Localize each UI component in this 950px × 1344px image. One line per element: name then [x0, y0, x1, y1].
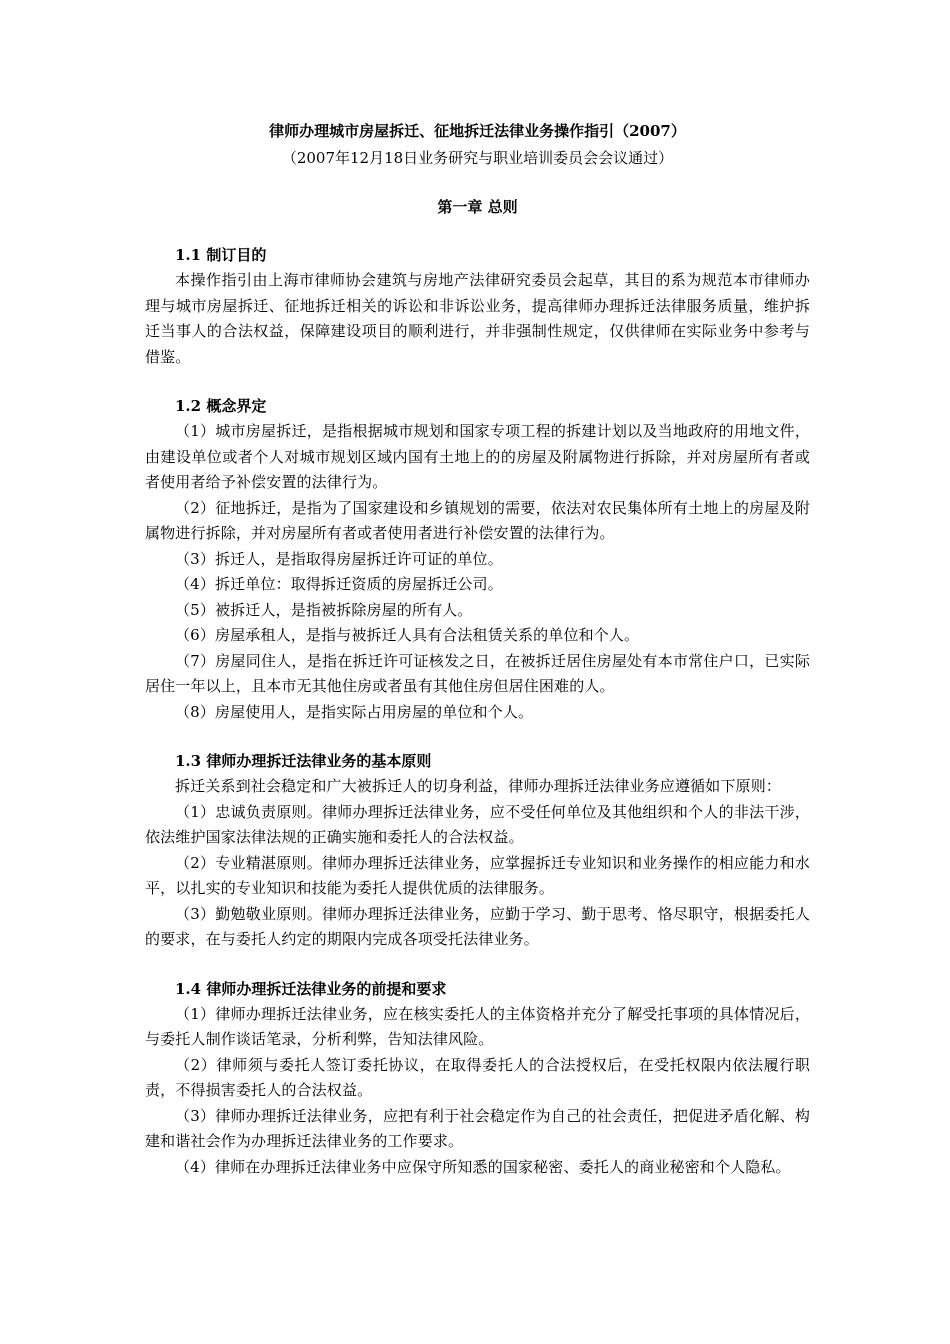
document-subtitle: （2007年12月18日业务研究与职业培训委员会会议通过）: [281, 149, 674, 167]
paragraph: （3）律师办理拆迁法律业务，应把有利于社会稳定作为自己的社会责任，把促进矛盾化解、构建和谐社会作为办理拆迁法律业务的工作要求。: [145, 1106, 810, 1150]
paragraph: （3）拆迁人，是指取得房屋拆迁许可证的单位。: [175, 549, 503, 568]
paragraph: （4）律师在办理拆迁法律业务中应保守所知悉的国家秘密、委托人的商业秘密和个人隐私。: [175, 1157, 791, 1176]
paragraph: （4）拆迁单位：取得拆迁资质的房屋拆迁公司。: [175, 575, 503, 593]
section-principles: [145, 749, 810, 953]
section-requirements: [145, 977, 810, 1181]
paragraph: （1）城市房屋拆迁，是指根据城市规划和国家专项工程的拆建计划以及当地政府的用地文件，由建设单位或者个人对城市规划区域内国有土地上的的房屋及附属物进行拆除，并对房屋所有者或者使用者给予补偿安置的法律行为。: [145, 422, 810, 491]
chapter-title: 第一章 总则: [437, 198, 518, 216]
paragraph: （1）忠诚负责原则。律师办理拆迁法律业务，应不受任何单位及其他组织和个人的非法干涉，依法维护国家法律法规的正确实施和委托人的合法权益。: [145, 802, 810, 846]
paragraph: （8）房屋使用人，是指实际占用房屋的单位和个人。: [175, 702, 534, 721]
paragraph: （5）被拆迁人，是指被拆除房屋的所有人。: [175, 600, 473, 619]
paragraph: （2）律师须与委托人签订委托协议，在取得委托人的合法授权后，在受托权限内依法履行职责，不得损害委托人的合法权益。: [145, 1055, 810, 1099]
section-definitions: [145, 394, 810, 725]
section-heading: 1.4 律师办理拆迁法律业务的前提和要求: [175, 979, 447, 998]
section-heading: 1.3 律师办理拆迁法律业务的基本原则: [175, 752, 432, 770]
paragraph: （7）房屋同住人，是指在拆迁许可证核发之日，在被拆迁居住房屋处有本市常住户口，已实际居住一年以上，且本市无其他住房或者虽有其他住房但居住困难的人。: [145, 651, 810, 695]
paragraph: 拆迁关系到社会稳定和广大被拆迁人的切身利益，律师办理拆迁法律业务应遵循如下原则：: [175, 777, 782, 795]
paragraph: （1）律师办理拆迁法律业务，应在核实委托人的主体资格并充分了解受托事项的具体情况后，与委托人制作谈话笔录，分析利弊，告知法律风险。: [145, 1004, 810, 1048]
paragraph: （2）专业精湛原则。律师办理拆迁法律业务，应掌握拆迁专业知识和业务操作的相应能力和水平，以扎实的专业知识和技能为委托人提供优质的法律服务。: [145, 853, 810, 897]
section-heading: 1.2 概念界定: [175, 397, 267, 415]
document-title: 律师办理城市房屋拆迁、征地拆迁法律业务操作指引（2007）: [269, 122, 686, 140]
paragraph: （6）房屋承租人，是指与被拆迁人具有合法租赁关系的单位和个人。: [175, 626, 640, 644]
paragraph: 本操作指引由上海市律师协会建筑与房地产法律研究委员会起草，其目的系为规范本市律师办理与城市房屋拆迁、征地拆迁相关的诉讼和非诉讼业务，提高律师办理拆迁法律服务质量，维护拆迁当事人的合法权益，保障建设项目的顺利进行，并非强制性规定，仅供律师在实际业务中参考与借鉴。: [145, 271, 810, 366]
document-page: [145, 118, 810, 1180]
section-heading: 1.1 制订目的: [175, 246, 267, 264]
paragraph: （3）勤勉敬业原则。律师办理拆迁法律业务，应勤于学习、勤于思考、恪尽职守，根据委托人的要求，在与委托人约定的期限内完成各项受托法律业务。: [145, 904, 810, 948]
section-purpose: [145, 243, 810, 370]
paragraph: （2）征地拆迁，是指为了国家建设和乡镇规划的需要，依法对农民集体所有土地上的房屋及附属物进行拆除，并对房屋所有者或者使用者进行补偿安置的法律行为。: [145, 498, 810, 542]
